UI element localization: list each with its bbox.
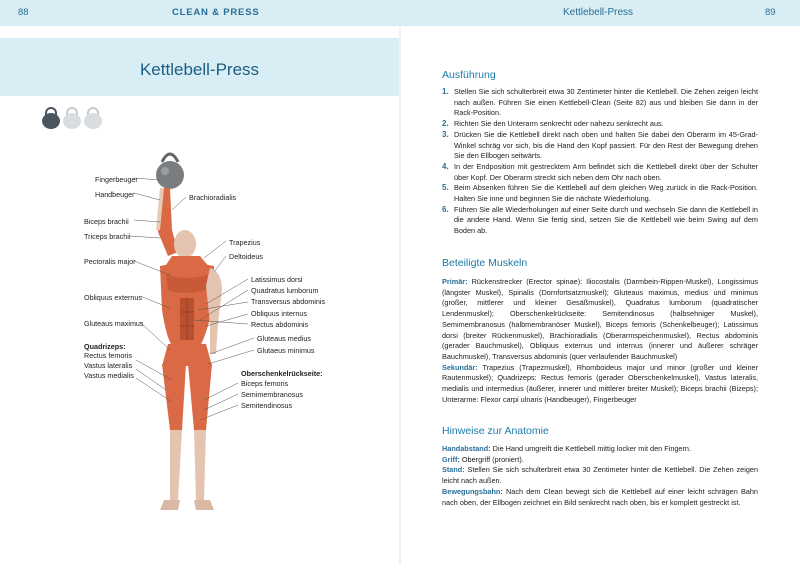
step-item: 2. Richten Sie den Unterarm senkrecht oder nahezu senkrecht aus. xyxy=(442,119,664,129)
secondary-label: Sekundär: xyxy=(442,362,478,372)
title-band xyxy=(0,38,399,96)
step-item: 6. Führen Sie alle Wiederholungen auf einer Seite durch und wechseln Sie dann die Kettlebell in die andere Hand. Wenn Sie fertig sind, setzen Sie die Kettlebell wie beim Swing auf dem Boden ab. xyxy=(442,204,758,236)
kettlebell-icon xyxy=(63,107,81,129)
label-vastus-lateralis: Vastus lateralis xyxy=(84,361,133,370)
hint-item: Bewegungsbahn: Nach dem Clean bewegt sich die Kettlebell auf einer leicht schrägen Bahn nach oben, der Ellbogen zeichnet ein Bild senkrecht nach oben, bis er komplett gestreckt ist. xyxy=(442,486,758,507)
label-rectus-femoris: Rectus femoris xyxy=(84,351,132,360)
page-number-right: 89 xyxy=(765,7,776,18)
running-header xyxy=(0,0,800,26)
label-gluteaus-maximus: Gluteaus maximus xyxy=(84,319,144,328)
secondary-text: Trapezius (Trapezmuskel), Rhomboideus major und minor (großer und kleiner Rautenmuskel); Quadrizeps: Rectus femoris (gerader Oberschenkelmuskel), Vastus lateralis, medialis und intermedius (äußerer, innerer und mittlerer breiter Muskel); Biceps brachii (Bizeps); Unterarme: Flexor carpi ulnaris (Handbeuger), Fingerbeuger xyxy=(442,362,758,404)
hint-item: Handabstand: Die Hand umgreift die Kettlebell mittig locker mit den Fingern. xyxy=(442,444,692,453)
label-transversus-abdominis: Transversus abdominis xyxy=(251,297,326,306)
kettlebell-icon xyxy=(84,107,102,129)
muscle-illustration xyxy=(0,140,399,565)
label-brachioradialis: Brachioradialis xyxy=(189,193,237,202)
heading-beteiligte-muskeln: Beteiligte Muskeln xyxy=(442,257,528,269)
label-glutaeus-minimus: Glutaeus minimus xyxy=(257,346,315,355)
label-semimembranosus: Semimembranosus xyxy=(241,390,303,399)
body-figure xyxy=(156,188,222,510)
label-vastus-medialis: Vastus medialis xyxy=(84,371,134,380)
label-gluteaus-medius: Gluteaus medius xyxy=(257,334,311,343)
step-item: 1. Stellen Sie sich schulterbreit etwa 30 Zentimeter hinter die Kettlebell. Die Zehen zeigen leicht nach außen. Führen Sie einen Kettlebell-Clean (Seite 82) aus und bleiben Sie dann in der Rack-Position. xyxy=(442,87,758,118)
primary-label: Primär: xyxy=(442,277,468,286)
difficulty-indicator xyxy=(42,107,102,129)
hint-item: Griff: Obergriff (proniert). xyxy=(442,454,524,464)
heading-hinweise: Hinweise zur Anatomie xyxy=(442,425,549,437)
exercise-title: Kettlebell-Press xyxy=(139,60,260,79)
kettlebell-illustration xyxy=(156,154,184,189)
label-quadratus-lumborum: Quadratus lumborum xyxy=(251,286,319,295)
step-item: 5. Beim Absenken führen Sie die Kettlebell auf dem gleichen Weg zurück in die Rack-Position. Halten Sie inne und beginnen Sie die nächste Wiederholung. xyxy=(442,183,758,204)
label-obliquus-externus: Obliquus externus xyxy=(84,293,142,302)
label-semitendinosus: Semitendinosus xyxy=(241,401,293,410)
label-oberschenkelrueckseite-heading: Oberschenkelrückseite: xyxy=(241,369,323,378)
label-obliquus-internus: Obliquus internus xyxy=(251,309,307,318)
hints-paragraph xyxy=(442,444,758,508)
section-title-left: CLEAN & PRESS xyxy=(172,7,260,18)
page-number-left: 88 xyxy=(18,7,29,18)
label-deltoideus: Deltoideus xyxy=(229,252,263,261)
label-handbeuger: Handbeuger xyxy=(95,190,135,199)
step-item: 4. In der Endposition mit gestrecktem Arm befindet sich die Kettlebell direkt über der Schulter über Kopf. Der Oberarm streckt sich neben dem Ohr nach oben. xyxy=(442,161,758,182)
label-biceps-femoris: Biceps femoris xyxy=(241,379,289,388)
kettlebell-icon xyxy=(42,107,60,129)
label-trapezius: Trapezius xyxy=(229,238,261,247)
label-rectus-abdominis: Rectus abdominis xyxy=(251,320,309,329)
label-biceps-brachii: Biceps brachii xyxy=(84,217,129,226)
anatomy-figure xyxy=(0,140,399,565)
muscles-paragraph xyxy=(442,277,758,405)
label-latissimus-dorsi: Latissimus dorsi xyxy=(251,275,303,284)
label-pectoralis-major: Pectoralis major xyxy=(84,257,136,266)
label-triceps-brachii: Triceps brachii xyxy=(84,232,131,241)
label-quadrizeps-heading: Quadrizeps: xyxy=(84,342,126,351)
page-gutter xyxy=(399,26,401,565)
label-fingerbeuger: Fingerbeuger xyxy=(95,175,138,184)
hint-item: Stand: Stellen Sie sich schulterbreit etwa 30 Zentimeter hinter die Kettlebell. Die Zehen zeigen leicht nach außen. xyxy=(442,465,758,486)
steps-list xyxy=(442,87,758,237)
section-title-right: Kettlebell-Press xyxy=(563,7,634,18)
heading-ausfuehrung: Ausführung xyxy=(442,69,496,81)
step-item: 3. Drücken Sie die Kettlebell direkt nach oben und halten Sie dabei den Oberarm im 45-Grad-Winkel schräg vor sich, bis die Hand den Kopf passiert. Für den Rest der Bewegung drehen Sie den Ellbogen seitwärts. xyxy=(442,129,758,161)
primary-text: Rückenstrecker (Erector spinae): Iliocostalis (Darmbein-Rippen-Muskel), Longissimus (längster Muskel), Spinalis (Dornfortsatzmuskel); Gluteaus maximus, medius und minimus (großer, mittlerer und kleiner Gesäßmuskel), Quadratus lumborum (quadratischer Lendenmuskel); Oberschenkelrückseite: Semitendinosus (halbsehniger Muskel), Semimembranosus (halbmembranöser Muskel), Biceps femoris (Schenkelbeuger); Latissimus dorsi (breiter Rückenmuskel), Brachioradialis (Oberarmspeichenmuskel), Rectus abdominis (gerader Bauchmuskel), Obliquus externus und internus (innerer und äußerer schräger Bauchmuskel), Transversus abdominis (quer verlaufender Bauchmuskel) xyxy=(442,277,758,361)
